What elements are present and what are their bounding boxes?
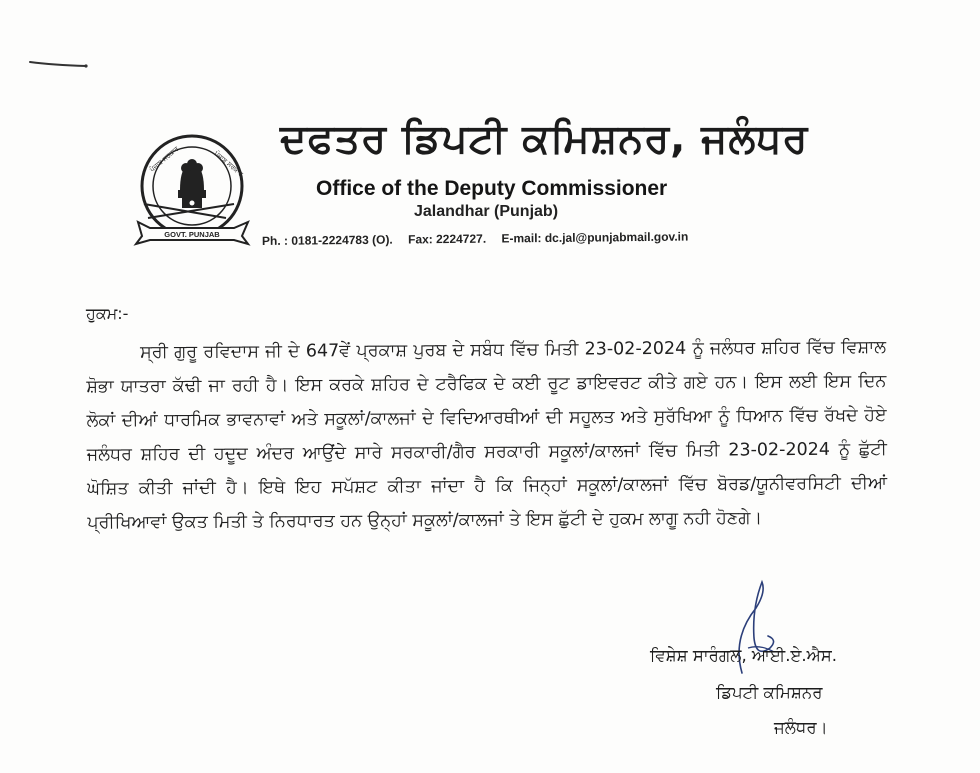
office-title-english: Office of the Deputy Commissioner <box>316 177 668 200</box>
government-emblem-seal-icon <box>130 132 264 250</box>
office-email: E-mail: dc.jal@punjabmail.gov.in <box>501 229 689 246</box>
seal-ribbon-text: GOVT. PUNJAB <box>164 230 220 239</box>
office-location: Jalandhar (Punjab) <box>414 203 559 220</box>
office-phone: Ph. : 0181-2224783 (O). <box>261 232 393 248</box>
office-title-punjabi: ਦਫਤਰ ਡਿਪਟੀ ਕਮਿਸ਼ਨਰ, ਜਲੰਧਰ <box>280 116 809 162</box>
signatory-designation: ਡਿਪਟੀ ਕਮਿਸ਼ਨਰ <box>716 683 823 702</box>
pen-stroke-mark <box>28 56 90 72</box>
office-fax: Fax: 2224727. <box>407 231 487 247</box>
order-body-paragraph <box>86 330 887 540</box>
signatory-place: ਜਲੰਧਰ। <box>774 718 828 737</box>
signatory-name: ਵਿਸ਼ੇਸ਼ ਸਾਰੰਗਲ, ਆਈ.ਏ.ਐਸ. <box>650 646 838 665</box>
order-body-text: ਸ੍ਰੀ ਗੁਰੂ ਰਵਿਦਾਸ ਜੀ ਦੇ 647ਵੇਂ ਪ੍ਰਕਾਸ਼ ਪੁਰਬ ਦੇ ਸਬੰਧ ਵਿੱਚ ਮਿਤੀ 23-02-2024 ਨੂੰ ਜਲੰਧਰ ਸ਼ਹਿਰ ਵਿੱਚ ਵਿਸ਼ਾਲ ਸ਼ੋਭਾ ਯਾਤਰਾ ਕੱਢੀ ਜਾ ਰਹੀ ਹੈ। ਇਸ ਕਰਕੇ ਸ਼ਹਿਰ ਦੇ ਟਰੈਫਿਕ ਦੇ ਕਈ ਰੂਟ ਡਾਇਵਰਟ ਕੀਤੇ ਗਏ ਹਨ। ਇਸ ਲਈ ਇਸ ਦਿਨ ਲੋਕਾਂ ਦੀਆਂ ਧਾਰਮਿਕ ਭਾਵਨਾਵਾਂ ਅਤੇ ਸਕੂਲਾਂ/ਕਾਲਜਾਂ ਦੇ ਵਿਦਿਆਰਥੀਆਂ ਦੀ ਸਹੂਲਤ ਅਤੇ ਸੁਰੱਖਿਆ ਨੂੰ ਧਿਆਨ ਵਿੱਚ ਰੱਖਦੇ ਹੋਏ ਜਲੰਧਰ ਸ਼ਹਿਰ ਦੀ ਹਦੂਦ ਅੰਦਰ ਆਉਂਦੇ ਸਾਰੇ ਸਰਕਾਰੀ/ਗੈਰ ਸਰਕਾਰੀ ਸਕੂਲਾਂ/ਕਾਲਜਾਂ ਵਿੱਚ ਮਿਤੀ 23-02-2024 ਨੂੰ ਛੁੱਟੀ ਘੋਸ਼ਿਤ ਕੀਤੀ ਜਾਂਦੀ ਹੈ। ਇਥੇ ਇਹ ਸਪੱਸ਼ਟ ਕੀਤਾ ਜਾਂਦਾ ਹੈ ਕਿ ਜਿਨ੍ਹਾਂ ਸਕੂਲਾਂ/ਕਾਲਜਾਂ ਵਿੱਚ ਬੋਰਡ/ਯੂਨੀਵਰਸਿਟੀ ਦੀਆਂ ਪ੍ਰੀਖਿਆਵਾਂ ਉਕਤ ਮਿਤੀ ਤੇ ਨਿਰਧਾਰਤ ਹਨ ਉਨ੍ਹਾਂ ਸਕੂਲਾਂ/ਕਾਲਜਾਂ ਤੇ ਇਸ ਛੁੱਟੀ ਦੇ ਹੁਕਮ ਲਾਗੂ ਨਹੀ ਹੋਣਗੇ। <box>86 337 888 533</box>
seal-text-left: ਪੰਜਾਬ ਸਰਕਾਰ <box>148 144 181 174</box>
office-contact-line <box>262 229 700 248</box>
order-heading: ਹੁਕਮ:- <box>86 304 129 323</box>
seal-text-right: ਪੰਜਾਬ ਸਰਕਾਰ <box>212 149 245 179</box>
